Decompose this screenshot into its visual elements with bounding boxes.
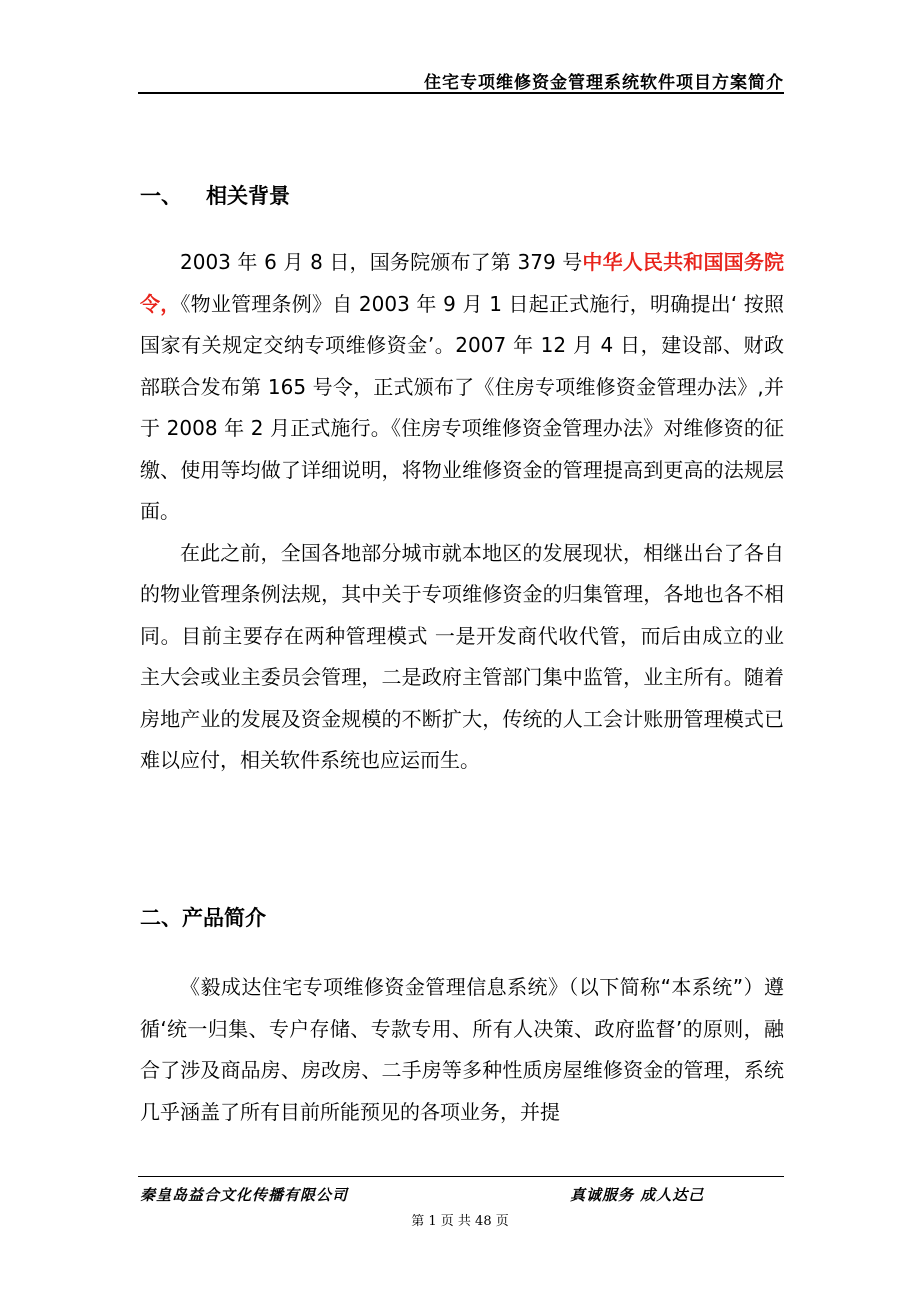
- footer-slogan: 真诚服务 成人达己: [570, 1186, 705, 1204]
- section1-paragraph-2: 在此之前，全国各地部分城市就本地区的发展现状，相继出台了各自的物业管理条例法规，其中关于专项维修资金的归集管理，各地也各不相同。目前主要存在两种管理模式 一是开发商代收代管，而后由成立的业主大会或业主委员会管理，二是政府主管部门集中监管，业主所有。随着房地产业的发展及资金规模的不断扩大，传统的人工会计账册管理模式已难以应付，相关软件系统也应运而生。: [140, 540, 784, 772]
- section2-heading: 二、产品简介: [140, 906, 266, 930]
- section1-title: 相关背景: [206, 184, 290, 208]
- footer-company: 秦皇岛益合文化传播有限公司: [140, 1186, 349, 1204]
- section1-number: 一、: [140, 184, 182, 208]
- footer-divider: [138, 1176, 784, 1177]
- paragraph1-text-a: 2003 年 6 月 8 日，国务院颁布了第 379 号: [180, 250, 583, 274]
- section2-paragraph-1: 《毅成达住宅专项维修资金管理信息系统》（以下简称“本系统”）遵循‘统一归集、专户存储、专款专用、所有人决策、政府监督’的原则，融合了涉及商品房、房改房、二手房等多种性质房屋维修资金的管理，系统几乎涵盖了所有目前所能预见的各项业务，并提: [140, 975, 784, 1124]
- page-number: 第 1 页 共 48 页: [411, 1214, 509, 1229]
- paragraph1-highlight: 中华人民共和国国务院令，: [140, 250, 785, 316]
- paragraph1-text-b: 《物业管理条例》自 2003 年 9 月 1 日起正式施行，明确提出‘ 按照国家有关规定交纳专项维修资金’。2007 年 12 月 4 日，建设部、财政部联合发布第 165 号令，正式颁布了《住房专项维修资金管理办法》,并于 2008 年 2 月正式施行。《住房专项维修资金管理办法》对维修资的征缴、使用等均做了详细说明，将物业维修资金的管理提高到更高的法规层面。: [140, 291, 785, 523]
- document-header-title: 住宅专项维修资金管理系统软件项目方案简介: [424, 73, 784, 93]
- header-divider: [138, 92, 784, 94]
- section2-body: [140, 967, 784, 1133]
- section1-paragraph-1: [140, 242, 784, 533]
- section1-heading: [140, 180, 290, 210]
- section1-body: [140, 242, 784, 782]
